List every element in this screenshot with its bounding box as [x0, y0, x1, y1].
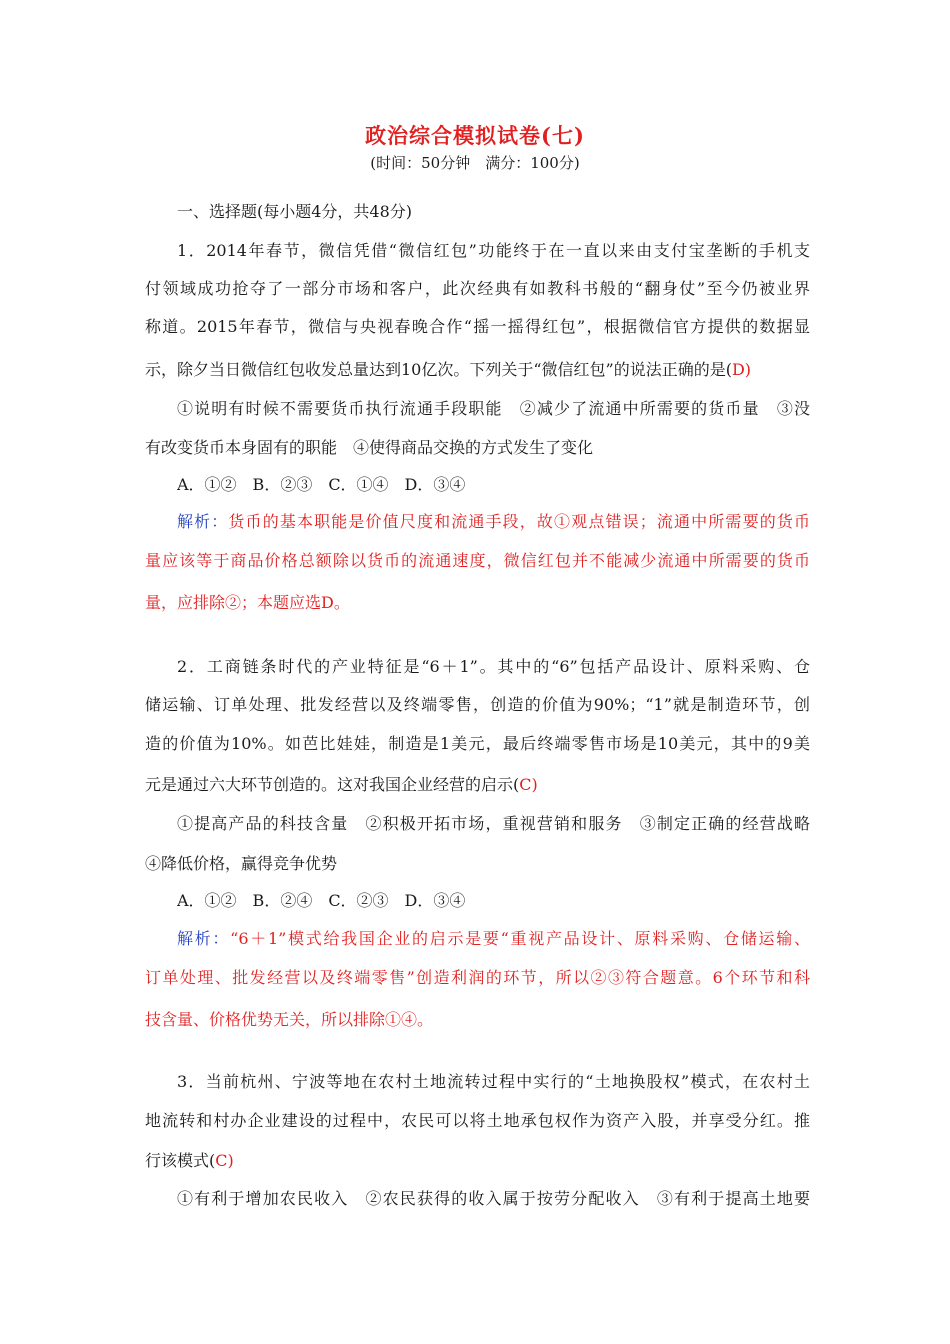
q2-statements-1: ①提高产品的科技含量 ②积极开拓市场，重视营销和服务 ③制定正确的经营战略	[177, 814, 810, 833]
q2-answer: C	[519, 775, 532, 794]
q3-answer: C	[215, 1151, 228, 1170]
q1-line-1: 1．2014年春节，微信凭借“微信红包”功能终于在一直以来由支付宝垄断的手机支	[177, 241, 810, 260]
q1-line-2: 付领域成功抢夺了一部分市场和客户，此次经典有如教科书般的“翻身仗”至今仍被业界	[145, 279, 810, 298]
q2-analysis-label: 解析：	[177, 929, 231, 948]
q1-analysis-1	[177, 511, 810, 533]
q1-line-3: 称道。2015年春节，微信与央视春晚合作“摇一摇得红包”，根据微信官方提供的数据显	[145, 317, 810, 336]
q1-line-4	[145, 359, 810, 381]
q2-options: A．①② B．②④ C．②③ D．③④	[177, 891, 466, 910]
q2-analysis-1	[177, 928, 810, 950]
q1-statements-1: ①说明有时候不需要货币执行流通手段职能 ②减少了流通中所需要的货币量 ③没	[177, 399, 810, 418]
q1-analysis-label: 解析：	[177, 512, 229, 531]
q2-stem-end: 元是通过六大环节创造的。这对我国企业经营的启示(	[145, 775, 520, 794]
page-title: 政治综合模拟试卷(七)	[365, 123, 585, 148]
q2-analysis-text: “6＋1”模式给我国企业的启示是要“重视产品设计、原料采购、仓储运输、	[230, 929, 810, 948]
q1-analysis-text: 货币的基本职能是价值尺度和流通手段，故①观点错误；流通中所需要的货币	[228, 512, 810, 531]
exam-info: (时间：50分钟 满分：100分)	[370, 154, 580, 172]
q3-line-2: 地流转和村办企业建设的过程中，农民可以将土地承包权作为资产入股，并享受分红。推	[145, 1111, 810, 1130]
q2-line-1: 2．工商链条时代的产业特征是“6＋1”。其中的“6”包括产品设计、原料采购、仓	[177, 657, 810, 676]
q1-analysis-2: 量应该等于商品价格总额除以货币的流通速度，微信红包并不能减少流通中所需要的货币	[145, 551, 810, 570]
q3-statements-1: ①有利于增加农民收入 ②农民获得的收入属于按劳分配收入 ③有利于提高土地要	[177, 1189, 810, 1208]
q2-statements-2: ④降低价格，赢得竞争优势	[145, 854, 338, 873]
q3-stem-end: 行该模式(	[145, 1151, 216, 1170]
q1-stem-end: 示，除夕当日微信红包收发总量达到10亿次。下列关于“微信红包”的说法正确的是(	[145, 360, 732, 379]
q1-options: A．①② B．②③ C．①④ D．③④	[177, 475, 466, 494]
q3-line-1: 3．当前杭州、宁波等地在农村土地流转过程中实行的“土地换股权”模式，在农村土	[177, 1072, 810, 1091]
q1-statements-2: 有改变货币本身固有的职能 ④使得商品交换的方式发生了变化	[145, 438, 594, 457]
q1-answer: D	[731, 360, 745, 379]
q2-line-3: 造的价值为10%。如芭比娃娃，制造是1美元，最后终端零售市场是10美元，其中的9美	[145, 734, 810, 753]
q3-line-3	[145, 1150, 810, 1172]
q2-analysis-3: 技含量、价格优势无关，所以排除①④。	[145, 1010, 434, 1029]
q2-line-4	[145, 774, 810, 796]
q2-line-2: 储运输、订单处理、批发经营以及终端零售，创造的价值为90%；“1”就是制造环节，创	[145, 695, 810, 714]
q1-analysis-3: 量，应排除②；本题应选D。	[145, 593, 350, 612]
q2-analysis-2: 订单处理、批发经营以及终端零售”创造利润的环节，所以②③符合题意。6个环节和科	[145, 968, 810, 987]
q1-answer-close: )	[744, 360, 752, 379]
q3-answer-close: )	[227, 1151, 234, 1170]
q2-answer-close: )	[531, 775, 538, 794]
section-heading: 一、选择题(每小题4分，共48分)	[177, 202, 413, 221]
